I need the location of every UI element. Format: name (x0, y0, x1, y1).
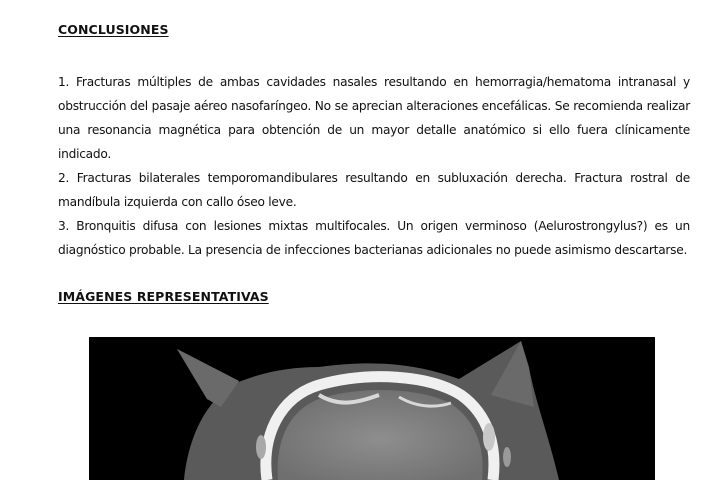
conclusion-item-1: 1. Fracturas múltiples de ambas cavidades nasales resultando en hemorragia/hematoma intranasal y obstrucción del pasaje aéreo nasofaríngeo. No se aprecian alteraciones encefálicas. Se recomienda realizar una resonancia magnética para obtención de un mayor detalle anatómico si ello fuera clínicamente indicado. (58, 75, 690, 161)
images-heading: IMÁGENES REPRESENTATIVAS (58, 289, 269, 304)
conclusion-item-3: 3. Bronquitis difusa con lesiones mixtas multifocales. Un origen verminoso (Aelurostrongylus?) es un diagnóstico probable. La presencia de infecciones bacterianas adicionales no puede asimismo descartarse. (58, 219, 690, 257)
ct-scan-image (89, 337, 655, 480)
conclusions-heading: CONCLUSIONES (58, 22, 169, 37)
conclusions-list (58, 70, 690, 262)
ct-scan-graphic (89, 337, 655, 480)
conclusion-item-2: 2. Fracturas bilaterales temporomandibulares resultando en subluxación derecha. Fractura rostral de mandíbula izquierda con callo óseo leve. (58, 171, 690, 209)
